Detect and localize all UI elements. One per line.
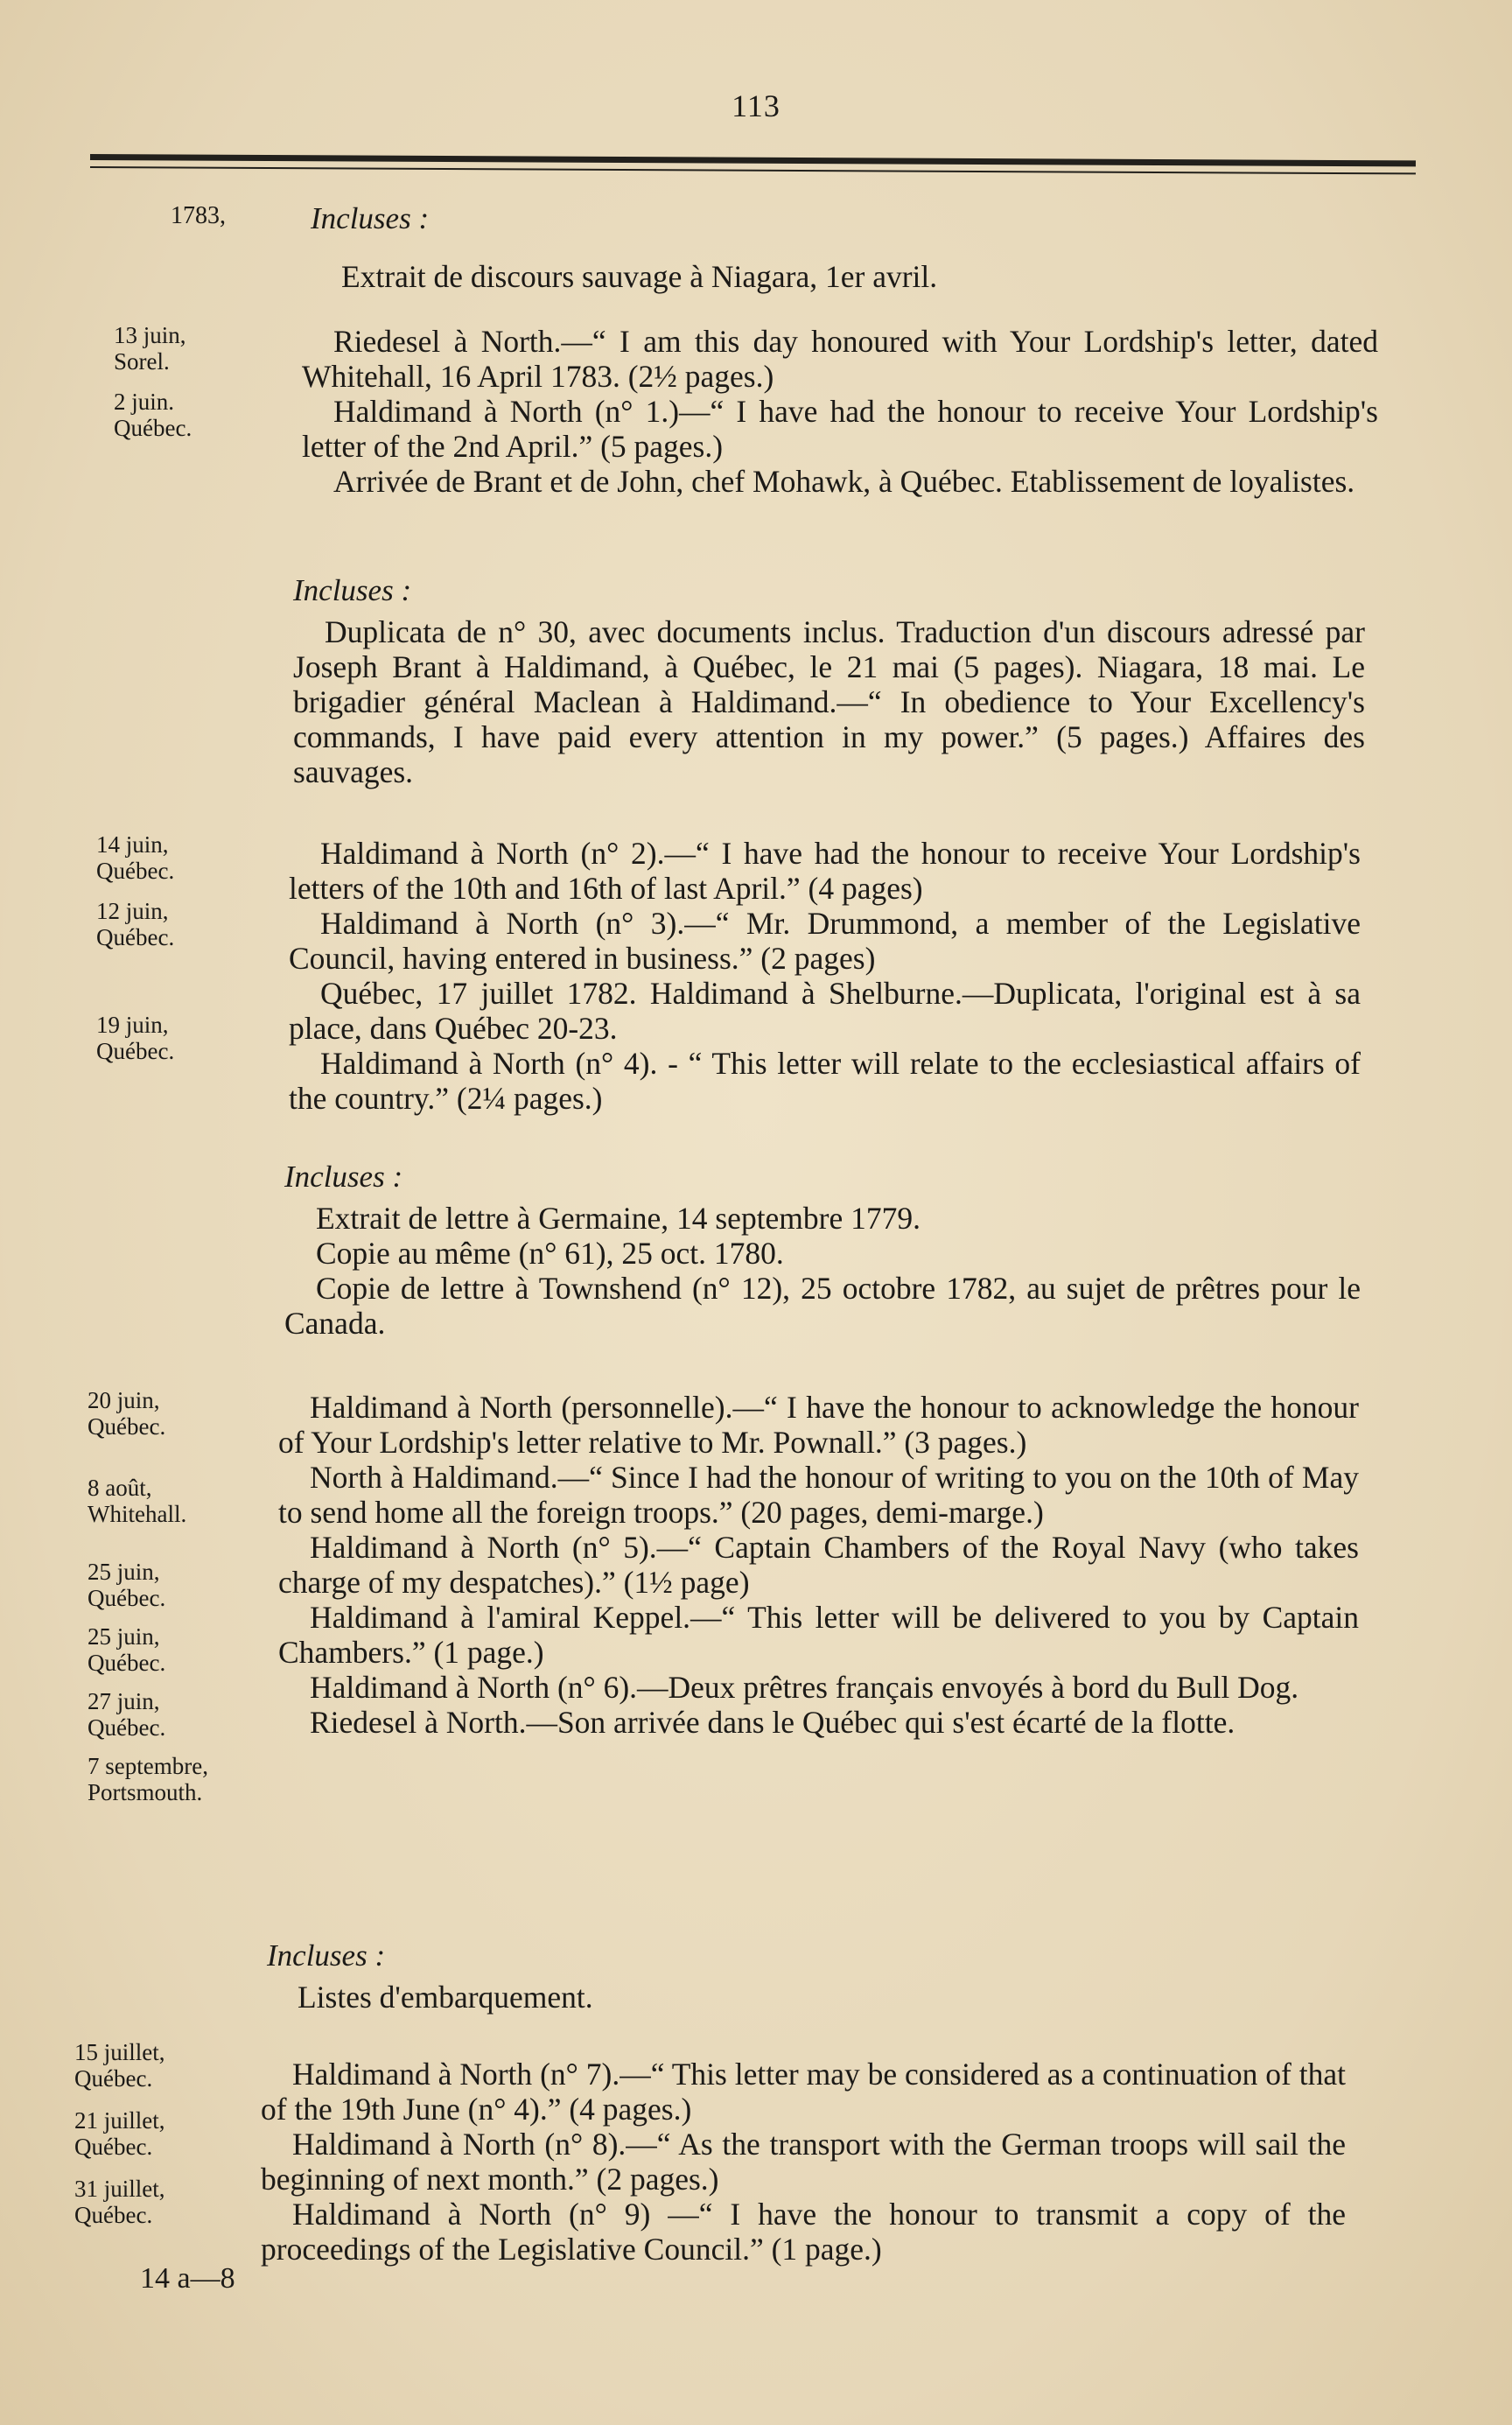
date-line: Québec. [88, 1714, 166, 1741]
entry-paragraph: Haldimand à North (n° 5).—“ Captain Chambers of the Royal Navy (who takes charge of my despatches).” (1½ page) [278, 1530, 1359, 1600]
incluses-text-1: Extrait de discours sauvage à Niagara, 1er avril. [341, 259, 938, 294]
date-line: Québec. [96, 1038, 175, 1064]
date-column-2 [96, 831, 280, 1064]
date-line: 14 juin, [96, 831, 169, 858]
date-column-1 [114, 322, 298, 441]
date-line: 25 juin, [88, 1623, 160, 1650]
entry-block-4 [261, 2057, 1346, 2267]
date-line: Québec. [88, 1650, 166, 1676]
entry-paragraph: Riedesel à North.—Son arrivée dans le Québec qui s'est écarté de la flotte. [310, 1705, 1236, 1740]
incluses-heading-3: Incluses : [284, 1160, 403, 1194]
date-line: 8 août, [88, 1475, 152, 1501]
entry-paragraph: Haldimand à North (n° 7).—“ This letter may be considered as a continuation of that of the 19th June (n° 4).” (4 pages.) [261, 2057, 1346, 2127]
page-number: 113 [732, 88, 780, 123]
date-line: 15 juillet, [74, 2039, 165, 2065]
header-rule-thick [90, 154, 1416, 166]
entry-paragraph: Haldimand à North (n° 4). - “ This letter will relate to the ecclesiastical affairs of the country.” (2¼ pages.) [289, 1046, 1361, 1116]
date-line: Whitehall. [88, 1501, 187, 1527]
entry-paragraph: Arrivée de Brant et de John, chef Mohawk, à Québec. Etablissement de loyalistes. [333, 464, 1355, 499]
date-line: 27 juin, [88, 1688, 160, 1714]
date-line: Portsmouth. [88, 1779, 203, 1805]
date-line: 25 juin, [88, 1559, 160, 1585]
date-line: Québec. [88, 1585, 166, 1611]
date-line: Québec. [96, 924, 175, 950]
date-line: 19 juin, [96, 1012, 169, 1038]
incluses-heading-1: Incluses : [311, 201, 430, 235]
entry-paragraph: Haldimand à North (n° 6).—Deux prêtres français envoyés à bord du Bull Dog. [310, 1670, 1299, 1705]
incluses-text-4: Listes d'embarquement. [298, 1980, 593, 2015]
entry-paragraph: Haldimand à North (n° 2).—“ I have had the honour to receive Your Lordship's letters of the 10th and 16th of last April.” (4 pages) [289, 836, 1361, 906]
entry-paragraph: Haldimand à North (n° 9) —“ I have the honour to transmit a copy of the proceedings of the Legislative Council.” (1 page.) [261, 2197, 1346, 2267]
entry-block-2 [289, 836, 1361, 1116]
signature-mark: 14 a—8 [140, 2262, 235, 2295]
date-column-4 [74, 2039, 258, 2228]
date-line: 21 juillet, [74, 2107, 165, 2134]
entry-paragraph: Haldimand à l'amiral Keppel.—“ This letter will be delivered to you by Captain Chambers.” (1 page.) [278, 1600, 1359, 1670]
date-line: Québec. [74, 2134, 153, 2160]
date-line: 20 juin, [88, 1387, 160, 1413]
entry-paragraph: Riedesel à North.—“ I am this day honoured with Your Lordship's letter, dated Whitehall, 16 April 1783. (2½ pages.) [302, 324, 1378, 394]
year-label: 1783, [171, 202, 226, 229]
entry-block-1 [302, 324, 1378, 499]
entry-paragraph: Haldimand à North (personnelle).—“ I have the honour to acknowledge the honour of Your Lordship's letter relative to Mr. Pownall.” (3 pages.) [278, 1390, 1359, 1460]
date-line: 12 juin, [96, 898, 169, 924]
date-line: 31 juillet, [74, 2176, 165, 2202]
entry-block-3 [278, 1390, 1359, 1740]
incluses-text-3: Extrait de lettre à Germaine, 14 septembre 1779. Copie au même (n° 61), 25 oct. 1780. Copie de lettre à Townshend (n° 12), 25 octobre 1782, au sujet de prêtres pour le Canada. [284, 1201, 1361, 1341]
date-line: Québec. [114, 415, 192, 441]
date-line: 7 septembre, [88, 1753, 208, 1779]
date-line: 13 juin, [114, 322, 186, 348]
date-line: 2 juin. [114, 389, 175, 415]
entry-paragraph: Haldimand à North (n° 8).—“ As the transport with the German troops will sail the beginning of next month.” (2 pages.) [261, 2127, 1346, 2197]
entry-paragraph: Québec, 17 juillet 1782. Haldimand à Shelburne.—Duplicata, l'original est à sa place, dans Québec 20-23. [289, 976, 1361, 1046]
incluses-heading-2: Incluses : [293, 573, 412, 607]
entry-paragraph: Haldimand à North (n° 1.)—“ I have had the honour to receive Your Lordship's letter of the 2nd April.” (5 pages.) [302, 394, 1378, 464]
date-line: Sorel. [114, 348, 170, 375]
entry-paragraph: Haldimand à North (n° 3).—“ Mr. Drummond, a member of the Legislative Council, having entered in business.” (2 pages) [289, 906, 1361, 976]
incluses-text-2: Duplicata de n° 30, avec documents inclus. Traduction d'un discours adressé par Joseph Brant à Haldimand, à Québec, le 21 mai (5 pages). Niagara, 18 mai. Le brigadier général Maclean à Haldimand.—“ In obedience to Your Excellency's commands, I have paid every attention in my power.” (5 pages.) Affaires des sauvages. [293, 614, 1365, 789]
header-rule-thin [90, 166, 1416, 174]
date-line: Québec. [74, 2202, 153, 2228]
entry-paragraph: North à Haldimand.—“ Since I had the honour of writing to you on the 10th of May to send home all the foreign troops.” (20 pages, demi-marge.) [278, 1460, 1359, 1530]
date-line: Québec. [96, 858, 175, 884]
incluses-heading-4: Incluses : [267, 1938, 386, 1973]
date-column-3 [88, 1387, 271, 1805]
date-line: Québec. [74, 2065, 153, 2092]
date-line: Québec. [88, 1413, 166, 1440]
